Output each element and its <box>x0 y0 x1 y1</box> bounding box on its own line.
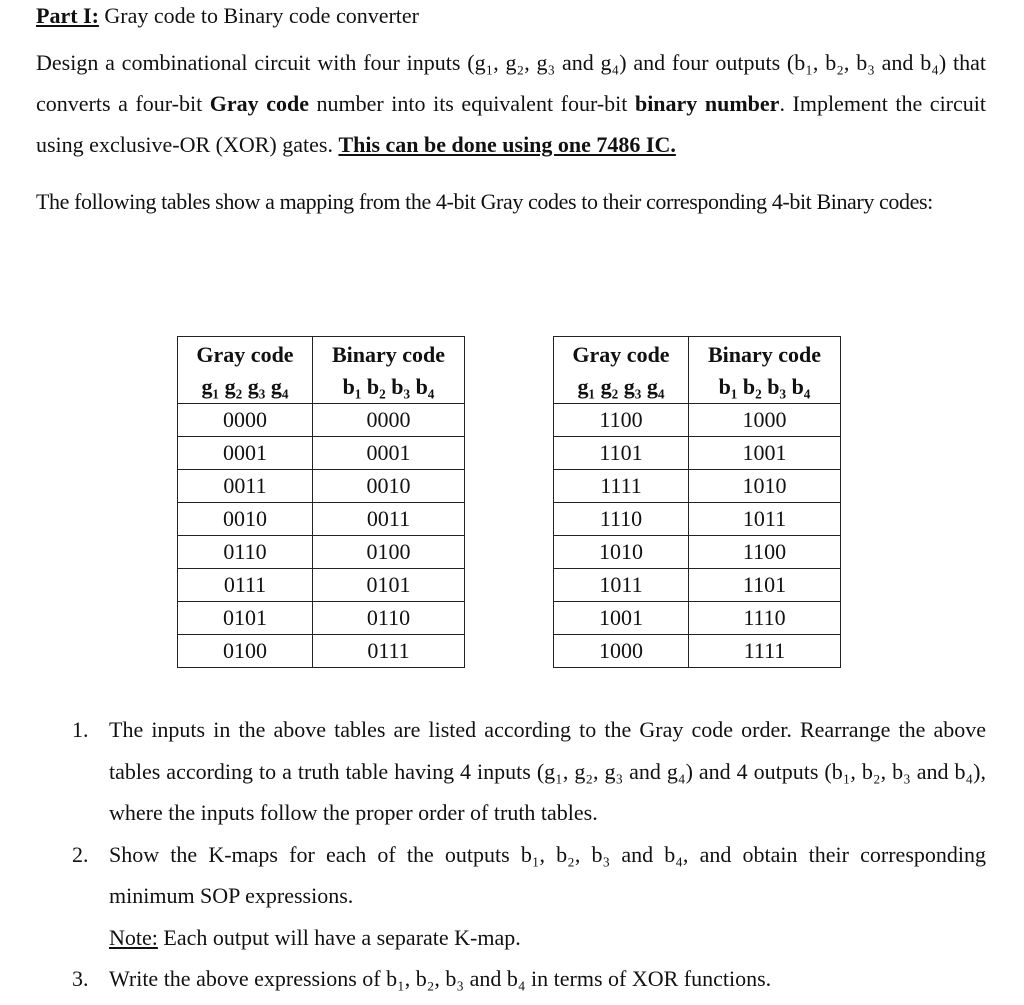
binary-cell: 1000 <box>689 404 841 437</box>
title-lead: Part I: <box>36 3 99 28</box>
table-row <box>554 404 841 437</box>
note-label: Note: <box>109 924 158 950</box>
gray-cell: 0110 <box>178 536 313 569</box>
header-gray-code: Gray code <box>554 337 689 372</box>
table-row <box>178 602 465 635</box>
question-list <box>72 709 986 1000</box>
gray-cell: 0011 <box>178 470 313 503</box>
question-text: Show the K-maps for each of the outputs b₁, b₂, b₃ and b₄, and obtain their corresponding minimum SOP expressions. <box>109 841 986 908</box>
page-title <box>36 2 419 30</box>
gray-cell: 0100 <box>178 635 313 668</box>
table-row <box>554 635 841 668</box>
binary-cell: 0001 <box>313 437 465 470</box>
gray-cell: 1101 <box>554 437 689 470</box>
binary-cell: 0110 <box>313 602 465 635</box>
table-row <box>178 437 465 470</box>
gray-cell: 0000 <box>178 404 313 437</box>
gray-cell: 1111 <box>554 470 689 503</box>
table-row <box>554 437 841 470</box>
gray-cell: 0111 <box>178 569 313 602</box>
mapping-table-left <box>177 336 465 668</box>
intro-text-3: . Implement the circuit using exclusive-OR (XOR) gates. <box>36 91 986 157</box>
intro-text-2: number into its equivalent four-bit <box>308 91 635 116</box>
table-row <box>178 569 465 602</box>
binary-cell: 0101 <box>313 569 465 602</box>
question-text: Write the above expressions of b₁, b₂, b₃ and b₄ in terms of XOR functions. <box>109 966 772 991</box>
question-number: 2. <box>72 841 89 867</box>
binary-cell: 1101 <box>689 569 841 602</box>
title-rest: Gray code to Binary code converter <box>98 3 420 28</box>
intro-bold-gray-code: Gray code <box>209 91 309 116</box>
intro-text-1: Design a combinational circuit with four inputs (g₁, g₂, g₃ and g₄) and four outputs (b₁, b₂, b₃ and b₄) that converts a four-bit <box>36 50 986 116</box>
question-item <box>72 834 986 959</box>
table-row <box>554 602 841 635</box>
question-note <box>109 917 986 959</box>
tables-intro-text: The following tables show a mapping from the 4-bit Gray codes to their corresponding 4-bit Binary codes: <box>36 189 933 214</box>
header-gray-code: Gray code <box>178 337 313 372</box>
binary-cell: 0010 <box>313 470 465 503</box>
table-row <box>178 404 465 437</box>
gray-cell: 1011 <box>554 569 689 602</box>
binary-cell: 1001 <box>689 437 841 470</box>
subheader-gray-inputs: g₁ g₂ g₃ g₄ <box>178 371 313 404</box>
gray-cell: 0001 <box>178 437 313 470</box>
binary-cell: 1111 <box>689 635 841 668</box>
binary-cell: 0011 <box>313 503 465 536</box>
binary-cell: 0100 <box>313 536 465 569</box>
note-text: Each output will have a separate K-map. <box>157 924 521 950</box>
binary-cell: 1011 <box>689 503 841 536</box>
question-item <box>72 709 986 834</box>
question-number: 3. <box>72 966 89 991</box>
table-row <box>178 470 465 503</box>
table-row <box>554 569 841 602</box>
binary-cell: 1010 <box>689 470 841 503</box>
question-text: The inputs in the above tables are listed according to the Gray code order. Rearrange the above tables according to a truth table having 4 inputs (g₁, g₂, g₃ and g₄) and 4 outputs (b₁, b₂, b₃ and b₄), where the inputs follow the proper order of truth tables. <box>109 717 986 825</box>
table-row <box>554 470 841 503</box>
mapping-table-right <box>553 336 841 668</box>
binary-cell: 0000 <box>313 404 465 437</box>
header-binary-code: Binary code <box>689 337 841 372</box>
gray-cell: 1110 <box>554 503 689 536</box>
table-row <box>178 536 465 569</box>
gray-cell: 1001 <box>554 602 689 635</box>
subheader-gray-inputs: g₁ g₂ g₃ g₄ <box>554 371 689 404</box>
question-item <box>72 958 986 1000</box>
binary-cell: 0111 <box>313 635 465 668</box>
gray-cell: 1000 <box>554 635 689 668</box>
intro-paragraph <box>36 42 986 165</box>
table-row <box>554 503 841 536</box>
subheader-binary-outputs: b₁ b₂ b₃ b₄ <box>313 371 465 404</box>
table-row <box>178 635 465 668</box>
table-row <box>554 536 841 569</box>
tables-intro-paragraph <box>36 181 986 222</box>
gray-cell: 1010 <box>554 536 689 569</box>
question-number: 1. <box>72 717 89 742</box>
gray-cell: 0010 <box>178 503 313 536</box>
intro-bold-binary-number: binary number <box>634 91 780 116</box>
gray-cell: 1100 <box>554 404 689 437</box>
binary-cell: 1110 <box>689 602 841 635</box>
header-binary-code: Binary code <box>313 337 465 372</box>
subheader-binary-outputs: b₁ b₂ b₃ b₄ <box>689 371 841 404</box>
binary-cell: 1100 <box>689 536 841 569</box>
gray-cell: 0101 <box>178 602 313 635</box>
table-row <box>178 503 465 536</box>
intro-bold-ic-note: This can be done using one 7486 IC. <box>338 132 676 157</box>
